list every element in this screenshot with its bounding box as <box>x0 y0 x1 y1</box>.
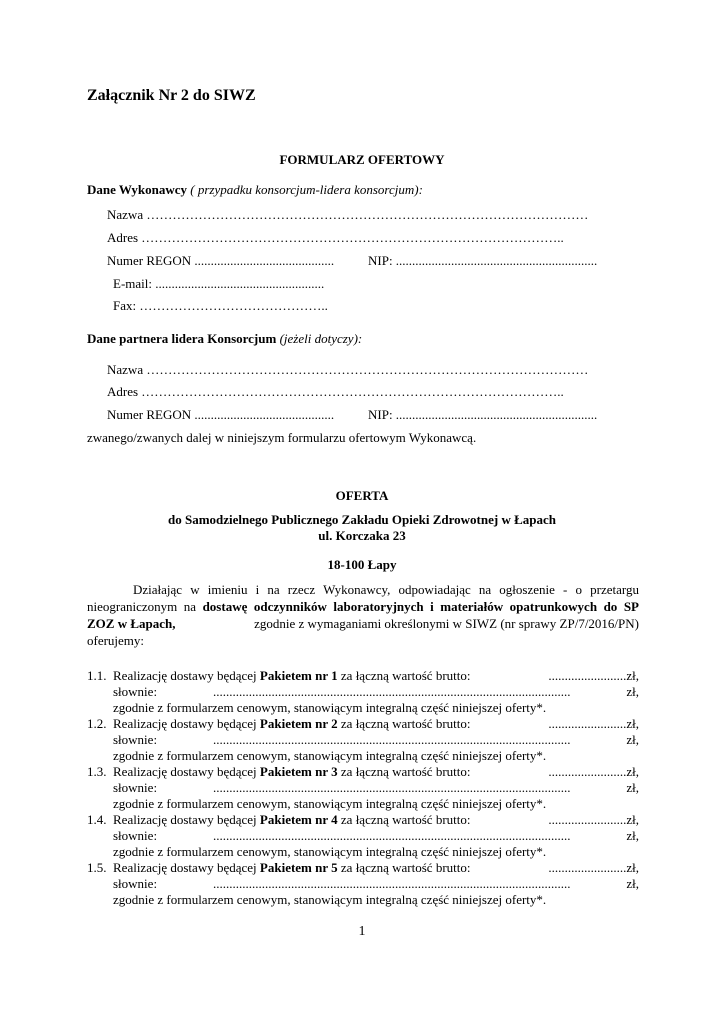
package-pre: Realizację dostawy będącej <box>113 668 260 683</box>
package-words-label: słownie: <box>113 732 158 747</box>
contractor-nip-field: NIP: .............................................................. <box>368 253 598 268</box>
package-words-field: .............................................................................................................. <box>212 828 571 843</box>
package-description <box>113 859 470 876</box>
contractor-heading-label: Dane Wykonawcy <box>87 182 188 197</box>
package-pre: Realizację dostawy będącej <box>113 716 260 731</box>
form-title: FORMULARZ OFERTOWY <box>279 152 445 167</box>
package-number: 1.4. <box>87 812 107 827</box>
package-value-field: ........................zł, <box>548 860 639 875</box>
package-value-field: ........................zł, <box>548 716 639 731</box>
package-description <box>113 763 470 780</box>
package-description <box>113 811 470 828</box>
package-label: Pakietem nr 2 <box>259 716 338 731</box>
partner-address-field: Adres …………………………………………………………………………………….. <box>107 384 564 399</box>
package-label: Pakietem nr 5 <box>259 860 338 875</box>
package-words-line <box>113 875 639 892</box>
package-words-line <box>113 779 639 796</box>
package-words-label: słownie: <box>113 828 158 843</box>
package-words-currency: zł, <box>626 684 639 699</box>
package-words-label: słownie: <box>113 876 158 891</box>
offer-street: ul. Korczaka 23 <box>318 528 406 543</box>
package-number: 1.1. <box>87 668 107 683</box>
package-label: Pakietem nr 1 <box>259 668 338 683</box>
contractor-fax-field: Fax: …………………………………….. <box>113 298 328 313</box>
attachment-title: Załącznik Nr 2 do SIWZ <box>87 87 256 104</box>
package-words-currency: zł, <box>626 828 639 843</box>
package-pre: Realizację dostawy będącej <box>113 812 260 827</box>
package-words-label: słownie: <box>113 684 158 699</box>
package-value-line <box>113 811 639 828</box>
package-words-field: .............................................................................................................. <box>212 876 571 891</box>
package-note: zgodnie z formularzem cenowym, stanowiącym integralną część niniejszej oferty*. <box>113 748 547 763</box>
package-description <box>113 715 470 732</box>
package-words-field: .............................................................................................................. <box>212 684 571 699</box>
offer-title: OFERTA <box>335 488 389 503</box>
intro-line-3-text: zgodnie z wymaganiami określonymi w SIWZ (nr sprawy ZP/7/2016/PN) <box>254 616 639 631</box>
partner-heading-note: (jeżeli dotyczy): <box>276 331 363 346</box>
intro-line-3 <box>87 615 639 632</box>
package-value-line <box>113 667 639 684</box>
intro-line-1: Działając w imieniu i na rzecz Wykonawcy, odpowiadając na ogłoszenie - o przetargu <box>133 582 639 597</box>
partner-nip-field: NIP: .............................................................. <box>368 407 598 422</box>
offer-city: 18-100 Łapy <box>327 557 397 572</box>
package-words-field: .............................................................................................................. <box>212 780 571 795</box>
partner-heading <box>87 331 362 347</box>
package-post: za łączną wartość brutto: <box>337 812 471 827</box>
package-words-line <box>113 827 639 844</box>
package-value-line <box>113 859 639 876</box>
package-value-line <box>113 763 639 780</box>
package-value-field: ........................zł, <box>548 812 639 827</box>
page-number: 1 <box>358 924 366 939</box>
contractor-heading <box>87 182 423 198</box>
package-pre: Realizację dostawy będącej <box>113 764 260 779</box>
package-note: zgodnie z formularzem cenowym, stanowiącym integralną część niniejszej oferty*. <box>113 844 547 859</box>
package-label: Pakietem nr 3 <box>259 764 338 779</box>
offer-intro <box>87 581 639 649</box>
package-value-field: ........................zł, <box>548 764 639 779</box>
package-number: 1.3. <box>87 764 107 779</box>
package-number: 1.2. <box>87 716 107 731</box>
package-words-currency: zł, <box>626 780 639 795</box>
package-words-line <box>113 731 639 748</box>
package-post: za łączną wartość brutto: <box>337 668 471 683</box>
partner-regon-field: Numer REGON ........................................... <box>107 407 335 422</box>
contractor-regon-field: Numer REGON ........................................... <box>107 253 335 268</box>
contractor-heading-note: ( przypadku konsorcjum-lidera konsorcjum): <box>187 182 423 197</box>
intro-subject-cont: ZOZ w Łapach, <box>87 616 176 631</box>
package-value-field: ........................zł, <box>548 668 639 683</box>
package-description <box>113 667 470 684</box>
package-value-line <box>113 715 639 732</box>
contractor-name-field: Nazwa ………………………………………………………………………………………… <box>107 207 589 222</box>
package-pre: Realizację dostawy będącej <box>113 860 260 875</box>
package-words-currency: zł, <box>626 732 639 747</box>
package-words-field: .............................................................................................................. <box>212 732 571 747</box>
package-post: za łączną wartość brutto: <box>337 860 471 875</box>
package-note: zgodnie z formularzem cenowym, stanowiącym integralną część niniejszej oferty*. <box>113 700 547 715</box>
package-words-line <box>113 683 639 700</box>
package-post: za łączną wartość brutto: <box>337 764 471 779</box>
intro-line-2 <box>87 598 639 615</box>
intro-line-2-text: nieograniczonym na <box>87 599 203 614</box>
package-words-label: słownie: <box>113 780 158 795</box>
partner-heading-label: Dane partnera lidera Konsorcjum <box>87 331 277 346</box>
contractor-email-field: E-mail: .................................................... <box>113 276 325 291</box>
package-post: za łączną wartość brutto: <box>337 716 471 731</box>
contractor-reference-note: zwanego/zwanych dalej w niniejszym formularzu ofertowym Wykonawcą. <box>87 430 477 445</box>
package-note: zgodnie z formularzem cenowym, stanowiącym integralną część niniejszej oferty*. <box>113 796 547 811</box>
offer-recipient: do Samodzielnego Publicznego Zakładu Opieki Zdrowotnej w Łapach <box>167 512 556 527</box>
package-words-currency: zł, <box>626 876 639 891</box>
partner-name-field: Nazwa ………………………………………………………………………………………… <box>107 362 589 377</box>
intro-subject: dostawę odczynników laboratoryjnych i materiałów opatrunkowych do SP <box>202 599 639 614</box>
intro-line-4: oferujemy: <box>87 633 145 648</box>
contractor-address-field: Adres …………………………………………………………………………………….. <box>107 230 564 245</box>
package-note: zgodnie z formularzem cenowym, stanowiącym integralną część niniejszej oferty*. <box>113 892 547 907</box>
package-label: Pakietem nr 4 <box>259 812 338 827</box>
package-number: 1.5. <box>87 860 107 875</box>
